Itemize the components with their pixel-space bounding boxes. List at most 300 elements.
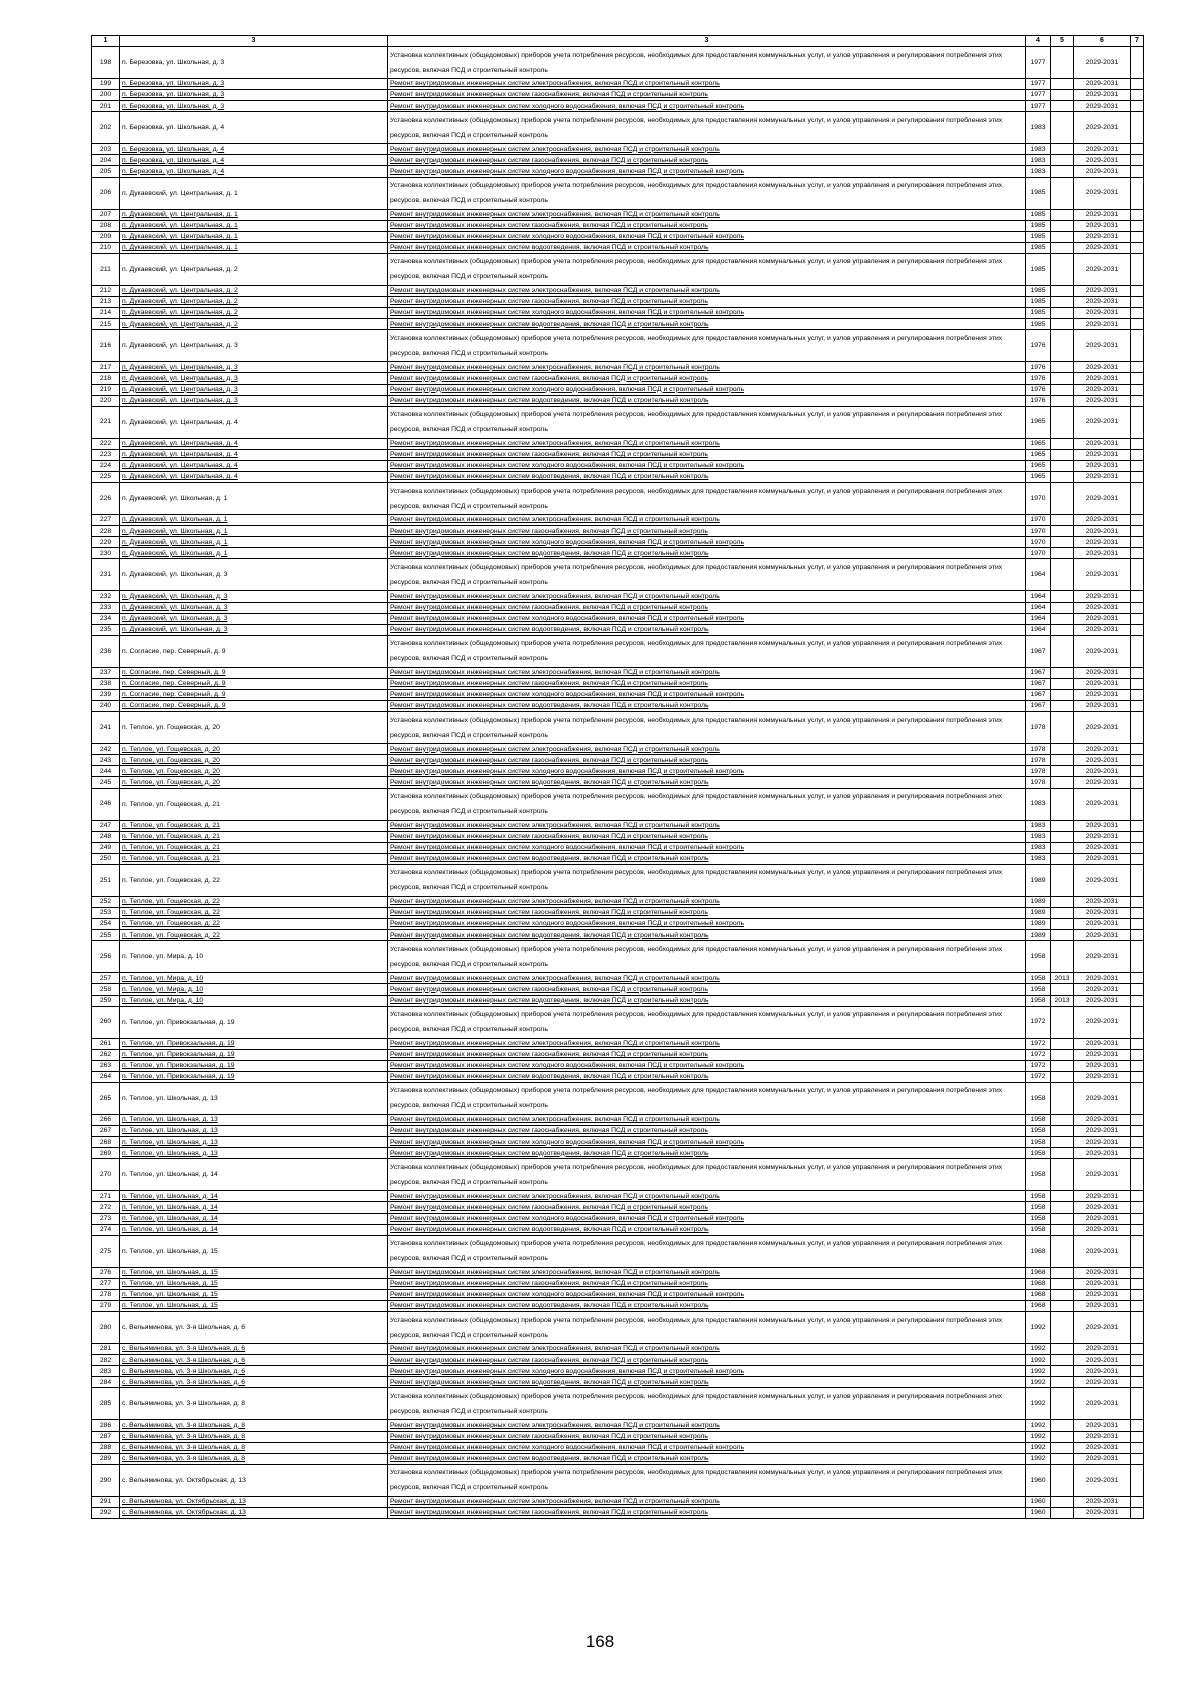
address-cell: п. Теплое, ул. Мира, д. 10 [120,995,388,1006]
work-type-cell: Ремонт внутридомовых инженерных систем холодного водоснабжения, включая ПСД и строительный контроль [388,231,1026,242]
table-row [92,919,1144,930]
planned-period-cell: 2029-2031 [1074,1420,1131,1431]
last-repair-year-cell [1051,537,1074,548]
row-number-cell: 219 [92,384,120,395]
planned-period-cell: 2029-2031 [1074,591,1131,602]
row-number-cell: 241 [92,712,120,744]
column-7-cell [1131,90,1144,101]
row-number-cell: 252 [92,896,120,907]
column-7-cell [1131,712,1144,744]
row-number-cell: 251 [92,864,120,896]
last-repair-year-cell [1051,177,1074,209]
row-number-cell: 234 [92,613,120,624]
address-cell: п. Дукаевский, ул. Центральная, д. 2 [120,285,388,296]
last-repair-year-cell [1051,667,1074,678]
last-repair-year-cell [1051,1224,1074,1235]
row-number-cell: 215 [92,319,120,330]
header-row [92,36,1144,47]
row-number-cell: 255 [92,930,120,941]
last-repair-year-cell [1051,864,1074,896]
last-repair-year-cell [1051,755,1074,766]
planned-period-cell: 2029-2031 [1074,995,1131,1006]
address-cell: с. Вельяминова, ул. 3-я Школьная, д. 8 [120,1388,388,1420]
address-cell: п. Дукаевский, ул. Школьная, д. 1 [120,537,388,548]
planned-period-cell: 2029-2031 [1074,744,1131,755]
row-number-cell: 248 [92,831,120,842]
column-7-cell [1131,515,1144,526]
address-cell: п. Теплое, ул. Гощевская, д. 22 [120,864,388,896]
table-row [92,319,1144,330]
table-row [92,395,1144,406]
work-type-cell: Установка коллективных (общедомовых) приборов учета потребления ресурсов, необходимых для предоставления коммунальных услуг, и узлов управления и регулирования потребления этих ресурсов, включая ПСД и строительный контроль [388,712,1026,744]
build-year-cell: 1958 [1026,995,1051,1006]
address-cell: с. Вельяминова, ул. 3-я Школьная, д. 8 [120,1420,388,1431]
table-row [92,591,1144,602]
table-row [92,995,1144,1006]
work-type-cell: Ремонт внутридомовых инженерных систем водоотведения, включая ПСД и строительный контроль [388,777,1026,788]
table-row [92,471,1144,482]
table-row [92,1235,1144,1267]
table-row [92,690,1144,701]
last-repair-year-cell [1051,1082,1074,1114]
last-repair-year-cell [1051,559,1074,591]
work-type-cell: Ремонт внутридомовых инженерных систем электроснабжения, включая ПСД и строительный контроль [388,1496,1026,1507]
table-row [92,47,1144,79]
planned-period-cell: 2029-2031 [1074,766,1131,777]
build-year-cell: 1972 [1026,1060,1051,1071]
row-number-cell: 212 [92,285,120,296]
table-row [92,1442,1144,1453]
last-repair-year-cell [1051,253,1074,285]
planned-period-cell: 2029-2031 [1074,1388,1131,1420]
table-row [92,788,1144,820]
address-cell: п. Дукаевский, ул. Школьная, д. 3 [120,613,388,624]
address-cell: п. Дукаевский, ул. Центральная, д. 1 [120,177,388,209]
last-repair-year-cell [1051,438,1074,449]
column-7-cell [1131,1278,1144,1289]
last-repair-year-cell [1051,1060,1074,1071]
header-cell: 7 [1131,36,1144,47]
work-type-cell: Ремонт внутридомовых инженерных систем водоотведения, включая ПСД и строительный контроль [388,853,1026,864]
table-row [92,1224,1144,1235]
table-row [92,1148,1144,1159]
planned-period-cell: 2029-2031 [1074,155,1131,166]
last-repair-year-cell: 2013 [1051,973,1074,984]
planned-period-cell: 2029-2031 [1074,449,1131,460]
work-type-cell: Ремонт внутридомовых инженерных систем водоотведения, включая ПСД и строительный контроль [388,319,1026,330]
column-7-cell [1131,1114,1144,1125]
row-number-cell: 211 [92,253,120,285]
column-7-cell [1131,144,1144,155]
work-type-cell: Ремонт внутридомовых инженерных систем газоснабжения, включая ПСД и строительный контроль [388,373,1026,384]
table-row [92,438,1144,449]
last-repair-year-cell [1051,1267,1074,1278]
last-repair-year-cell [1051,1006,1074,1038]
column-7-cell [1131,1071,1144,1082]
address-cell: п. Теплое, ул. Школьная, д. 15 [120,1301,388,1312]
last-repair-year-cell [1051,842,1074,853]
last-repair-year-cell [1051,144,1074,155]
column-7-cell [1131,1388,1144,1420]
work-type-cell: Ремонт внутридомовых инженерных систем холодного водоснабжения, включая ПСД и строительный контроль [388,384,1026,395]
row-number-cell: 267 [92,1126,120,1137]
planned-period-cell: 2029-2031 [1074,231,1131,242]
address-cell: п. Теплое, ул. Привокзальная, д. 19 [120,1049,388,1060]
address-cell: п. Теплое, ул. Привокзальная, д. 19 [120,1006,388,1038]
planned-period-cell: 2029-2031 [1074,831,1131,842]
row-number-cell: 232 [92,591,120,602]
work-type-cell: Установка коллективных (общедомовых) приборов учета потребления ресурсов, необходимых для предоставления коммунальных услуг, и узлов управления и регулирования потребления этих ресурсов, включая ПСД и строительный контроль [388,1235,1026,1267]
build-year-cell: 1958 [1026,1148,1051,1159]
planned-period-cell: 2029-2031 [1074,755,1131,766]
last-repair-year-cell [1051,1159,1074,1191]
build-year-cell: 1983 [1026,820,1051,831]
column-7-cell [1131,667,1144,678]
address-cell: п. Согласие, пер. Северный, д. 9 [120,690,388,701]
planned-period-cell: 2029-2031 [1074,690,1131,701]
planned-period-cell: 2029-2031 [1074,1496,1131,1507]
last-repair-year-cell [1051,47,1074,79]
last-repair-year-cell [1051,112,1074,144]
column-7-cell [1131,973,1144,984]
work-type-cell: Ремонт внутридомовых инженерных систем электроснабжения, включая ПСД и строительный контроль [388,591,1026,602]
planned-period-cell: 2029-2031 [1074,1301,1131,1312]
table-row [92,1126,1144,1137]
column-7-cell [1131,559,1144,591]
planned-period-cell: 2029-2031 [1074,1202,1131,1213]
address-cell: п. Березовка, ул. Школьная, д. 4 [120,155,388,166]
last-repair-year-cell [1051,744,1074,755]
work-type-cell: Ремонт внутридомовых инженерных систем электроснабжения, включая ПСД и строительный контроль [388,515,1026,526]
last-repair-year-cell [1051,624,1074,635]
row-number-cell: 236 [92,635,120,667]
work-type-cell: Ремонт внутридомовых инженерных систем электроснабжения, включая ПСД и строительный контроль [388,744,1026,755]
address-cell: п. Теплое, ул. Гощевская, д. 20 [120,766,388,777]
last-repair-year-cell [1051,471,1074,482]
column-7-cell [1131,1420,1144,1431]
planned-period-cell: 2029-2031 [1074,1224,1131,1235]
build-year-cell: 1958 [1026,973,1051,984]
planned-period-cell: 2029-2031 [1074,1148,1131,1159]
build-year-cell: 1970 [1026,548,1051,559]
column-7-cell [1131,1507,1144,1518]
address-cell: п. Дукаевский, ул. Центральная, д. 2 [120,308,388,319]
column-7-cell [1131,635,1144,667]
address-cell: п. Теплое, ул. Школьная, д. 13 [120,1148,388,1159]
column-7-cell [1131,209,1144,220]
row-number-cell: 288 [92,1442,120,1453]
table-row [92,1507,1144,1518]
work-type-cell: Ремонт внутридомовых инженерных систем водоотведения, включая ПСД и строительный контроль [388,1301,1026,1312]
build-year-cell: 1960 [1026,1507,1051,1518]
planned-period-cell: 2029-2031 [1074,319,1131,330]
column-7-cell [1131,864,1144,896]
work-type-cell: Установка коллективных (общедомовых) приборов учета потребления ресурсов, необходимых для предоставления коммунальных услуг, и узлов управления и регулирования потребления этих ресурсов, включая ПСД и строительный контроль [388,1464,1026,1496]
address-cell: п. Дукаевский, ул. Центральная, д. 4 [120,471,388,482]
column-7-cell [1131,788,1144,820]
build-year-cell: 1968 [1026,1301,1051,1312]
column-7-cell [1131,908,1144,919]
address-cell: п. Березовка, ул. Школьная, д. 4 [120,166,388,177]
last-repair-year-cell [1051,1377,1074,1388]
row-number-cell: 254 [92,919,120,930]
last-repair-year-cell [1051,984,1074,995]
planned-period-cell: 2029-2031 [1074,1049,1131,1060]
column-7-cell [1131,155,1144,166]
last-repair-year-cell [1051,701,1074,712]
row-number-cell: 225 [92,471,120,482]
last-repair-year-cell [1051,526,1074,537]
table-row [92,973,1144,984]
work-type-cell: Ремонт внутридомовых инженерных систем холодного водоснабжения, включая ПСД и строительный контроль [388,1289,1026,1300]
planned-period-cell: 2029-2031 [1074,1137,1131,1148]
work-type-cell: Ремонт внутридомовых инженерных систем газоснабжения, включая ПСД и строительный контроль [388,526,1026,537]
column-7-cell [1131,406,1144,438]
work-type-cell: Ремонт внутридомовых инженерных систем газоснабжения, включая ПСД и строительный контроль [388,602,1026,613]
build-year-cell: 1985 [1026,220,1051,231]
build-year-cell: 1983 [1026,831,1051,842]
address-cell: с. Вельяминова, ул. 3-я Школьная, д. 6 [120,1355,388,1366]
table-row [92,1191,1144,1202]
last-repair-year-cell [1051,1202,1074,1213]
planned-period-cell: 2029-2031 [1074,47,1131,79]
last-repair-year-cell [1051,209,1074,220]
table-row [92,449,1144,460]
column-7-cell [1131,449,1144,460]
work-type-cell: Ремонт внутридомовых инженерных систем водоотведения, включая ПСД и строительный контроль [388,1148,1026,1159]
build-year-cell: 1992 [1026,1420,1051,1431]
build-year-cell: 1958 [1026,1082,1051,1114]
planned-period-cell: 2029-2031 [1074,471,1131,482]
address-cell: п. Дукаевский, ул. Центральная, д. 3 [120,384,388,395]
table-row [92,1312,1144,1344]
address-cell: п. Теплое, ул. Школьная, д. 13 [120,1126,388,1137]
planned-period-cell: 2029-2031 [1074,1038,1131,1049]
work-type-cell: Ремонт внутридомовых инженерных систем водоотведения, включая ПСД и строительный контроль [388,930,1026,941]
last-repair-year-cell [1051,1420,1074,1431]
address-cell: п. Теплое, ул. Гощевская, д. 21 [120,831,388,842]
work-type-cell: Ремонт внутридомовых инженерных систем холодного водоснабжения, включая ПСД и строительный контроль [388,166,1026,177]
planned-period-cell: 2029-2031 [1074,624,1131,635]
row-number-cell: 258 [92,984,120,995]
work-type-cell: Ремонт внутридомовых инженерных систем электроснабжения, включая ПСД и строительный контроль [388,362,1026,373]
planned-period-cell: 2029-2031 [1074,930,1131,941]
last-repair-year-cell [1051,297,1074,308]
address-cell: п. Березовка, ул. Школьная, д. 3 [120,90,388,101]
row-number-cell: 289 [92,1453,120,1464]
address-cell: п. Дукаевский, ул. Центральная, д. 3 [120,362,388,373]
table-row [92,1464,1144,1496]
build-year-cell: 1964 [1026,613,1051,624]
row-number-cell: 243 [92,755,120,766]
table-row [92,853,1144,864]
last-repair-year-cell [1051,788,1074,820]
work-type-cell: Установка коллективных (общедомовых) приборов учета потребления ресурсов, необходимых для предоставления коммунальных услуг, и узлов управления и регулирования потребления этих ресурсов, включая ПСД и строительный контроль [388,864,1026,896]
table-row [92,1202,1144,1213]
column-7-cell [1131,930,1144,941]
planned-period-cell: 2029-2031 [1074,602,1131,613]
last-repair-year-cell [1051,101,1074,112]
column-7-cell [1131,101,1144,112]
column-7-cell [1131,755,1144,766]
column-7-cell [1131,438,1144,449]
work-type-cell: Ремонт внутридомовых инженерных систем электроснабжения, включая ПСД и строительный контроль [388,667,1026,678]
last-repair-year-cell: 2013 [1051,995,1074,1006]
address-cell: с. Вельяминова, ул. Октябрьская, д. 13 [120,1464,388,1496]
address-cell: п. Теплое, ул. Гощевская, д. 22 [120,930,388,941]
last-repair-year-cell [1051,766,1074,777]
column-7-cell [1131,308,1144,319]
table-row [92,624,1144,635]
column-7-cell [1131,995,1144,1006]
table-row [92,602,1144,613]
planned-period-cell: 2029-2031 [1074,1355,1131,1366]
work-type-cell: Ремонт внутридомовых инженерных систем газоснабжения, включая ПСД и строительный контроль [388,984,1026,995]
last-repair-year-cell [1051,1301,1074,1312]
planned-period-cell: 2029-2031 [1074,144,1131,155]
build-year-cell: 1965 [1026,449,1051,460]
address-cell: п. Теплое, ул. Школьная, д. 14 [120,1213,388,1224]
row-number-cell: 276 [92,1267,120,1278]
table-row [92,231,1144,242]
planned-period-cell: 2029-2031 [1074,1278,1131,1289]
column-7-cell [1131,1082,1144,1114]
build-year-cell: 1977 [1026,47,1051,79]
column-7-cell [1131,548,1144,559]
last-repair-year-cell [1051,613,1074,624]
work-type-cell: Установка коллективных (общедомовых) приборов учета потребления ресурсов, необходимых для предоставления коммунальных услуг, и узлов управления и регулирования потребления этих ресурсов, включая ПСД и строительный контроль [388,1312,1026,1344]
column-7-cell [1131,1431,1144,1442]
address-cell: п. Теплое, ул. Мира, д. 10 [120,973,388,984]
table-row [92,384,1144,395]
planned-period-cell: 2029-2031 [1074,1071,1131,1082]
column-7-cell [1131,384,1144,395]
build-year-cell: 1967 [1026,667,1051,678]
table-row [92,984,1144,995]
planned-period-cell: 2029-2031 [1074,613,1131,624]
table-row [92,755,1144,766]
planned-period-cell: 2029-2031 [1074,308,1131,319]
last-repair-year-cell [1051,362,1074,373]
work-type-cell: Установка коллективных (общедомовых) приборов учета потребления ресурсов, необходимых для предоставления коммунальных услуг, и узлов управления и регулирования потребления этих ресурсов, включая ПСД и строительный контроль [388,941,1026,973]
planned-period-cell: 2029-2031 [1074,285,1131,296]
table-row [92,209,1144,220]
row-number-cell: 286 [92,1420,120,1431]
table-row [92,1366,1144,1377]
column-7-cell [1131,373,1144,384]
planned-period-cell: 2029-2031 [1074,1431,1131,1442]
address-cell: с. Вельяминова, ул. 3-я Школьная, д. 6 [120,1344,388,1355]
column-7-cell [1131,177,1144,209]
build-year-cell: 1976 [1026,362,1051,373]
planned-period-cell: 2029-2031 [1074,362,1131,373]
planned-period-cell: 2029-2031 [1074,973,1131,984]
planned-period-cell: 2029-2031 [1074,384,1131,395]
work-type-cell: Ремонт внутридомовых инженерных систем водоотведения, включая ПСД и строительный контроль [388,1453,1026,1464]
work-type-cell: Ремонт внутридомовых инженерных систем газоснабжения, включая ПСД и строительный контроль [388,908,1026,919]
work-type-cell: Ремонт внутридомовых инженерных систем холодного водоснабжения, включая ПСД и строительный контроль [388,460,1026,471]
work-type-cell: Ремонт внутридомовых инженерных систем водоотведения, включая ПСД и строительный контроль [388,395,1026,406]
last-repair-year-cell [1051,690,1074,701]
last-repair-year-cell [1051,1442,1074,1453]
last-repair-year-cell [1051,919,1074,930]
address-cell: п. Березовка, ул. Школьная, д. 3 [120,79,388,90]
address-cell: п. Дукаевский, ул. Центральная, д. 3 [120,395,388,406]
last-repair-year-cell [1051,896,1074,907]
planned-period-cell: 2029-2031 [1074,1442,1131,1453]
address-cell: п. Дукаевский, ул. Центральная, д. 4 [120,460,388,471]
table-row [92,285,1144,296]
address-cell: п. Дукаевский, ул. Школьная, д. 3 [120,602,388,613]
table-row [92,777,1144,788]
work-type-cell: Ремонт внутридомовых инженерных систем водоотведения, включая ПСД и строительный контроль [388,1071,1026,1082]
planned-period-cell: 2029-2031 [1074,820,1131,831]
build-year-cell: 1985 [1026,242,1051,253]
address-cell: п. Дукаевский, ул. Школьная, д. 1 [120,483,388,515]
column-7-cell [1131,537,1144,548]
build-year-cell: 1958 [1026,1191,1051,1202]
last-repair-year-cell [1051,1278,1074,1289]
column-7-cell [1131,1496,1144,1507]
row-number-cell: 260 [92,1006,120,1038]
address-cell: с. Вельяминова, ул. 3-я Школьная, д. 6 [120,1366,388,1377]
work-type-cell: Ремонт внутридомовых инженерных систем газоснабжения, включая ПСД и строительный контроль [388,831,1026,842]
address-cell: п. Дукаевский, ул. Школьная, д. 3 [120,591,388,602]
address-cell: п. Теплое, ул. Школьная, д. 13 [120,1114,388,1125]
build-year-cell: 1958 [1026,1213,1051,1224]
row-number-cell: 275 [92,1235,120,1267]
last-repair-year-cell [1051,90,1074,101]
work-type-cell: Ремонт внутридомовых инженерных систем газоснабжения, включая ПСД и строительный контроль [388,1355,1026,1366]
column-7-cell [1131,1224,1144,1235]
last-repair-year-cell [1051,483,1074,515]
row-number-cell: 200 [92,90,120,101]
table-row [92,406,1144,438]
table-row [92,1453,1144,1464]
work-type-cell: Установка коллективных (общедомовых) приборов учета потребления ресурсов, необходимых для предоставления коммунальных услуг, и узлов управления и регулирования потребления этих ресурсов, включая ПСД и строительный контроль [388,112,1026,144]
build-year-cell: 1967 [1026,690,1051,701]
table-row [92,941,1144,973]
planned-period-cell: 2029-2031 [1074,1213,1131,1224]
column-7-cell [1131,701,1144,712]
build-year-cell: 1978 [1026,712,1051,744]
address-cell: п. Березовка, ул. Школьная, д. 4 [120,144,388,155]
work-type-cell: Ремонт внутридомовых инженерных систем газоснабжения, включая ПСД и строительный контроль [388,220,1026,231]
column-7-cell [1131,678,1144,689]
work-type-cell: Установка коллективных (общедомовых) приборов учета потребления ресурсов, необходимых для предоставления коммунальных услуг, и узлов управления и регулирования потребления этих ресурсов, включая ПСД и строительный контроль [388,406,1026,438]
row-number-cell: 202 [92,112,120,144]
row-number-cell: 266 [92,1114,120,1125]
address-cell: п. Березовка, ул. Школьная, д. 3 [120,47,388,79]
last-repair-year-cell [1051,1191,1074,1202]
address-cell: с. Вельяминова, ул. Октябрьская, д. 13 [120,1496,388,1507]
row-number-cell: 261 [92,1038,120,1049]
build-year-cell: 1965 [1026,460,1051,471]
table-row [92,1278,1144,1289]
planned-period-cell: 2029-2031 [1074,1114,1131,1125]
build-year-cell: 1983 [1026,853,1051,864]
work-type-cell: Ремонт внутридомовых инженерных систем газоснабжения, включая ПСД и строительный контроль [388,449,1026,460]
build-year-cell: 1976 [1026,330,1051,362]
address-cell: п. Теплое, ул. Гощевская, д. 20 [120,712,388,744]
last-repair-year-cell [1051,930,1074,941]
build-year-cell: 1976 [1026,373,1051,384]
table-row [92,1082,1144,1114]
address-cell: с. Вельяминова, ул. 3-я Школьная, д. 8 [120,1453,388,1464]
planned-period-cell: 2029-2031 [1074,1366,1131,1377]
address-cell: п. Теплое, ул. Гощевская, д. 22 [120,919,388,930]
build-year-cell: 1970 [1026,515,1051,526]
